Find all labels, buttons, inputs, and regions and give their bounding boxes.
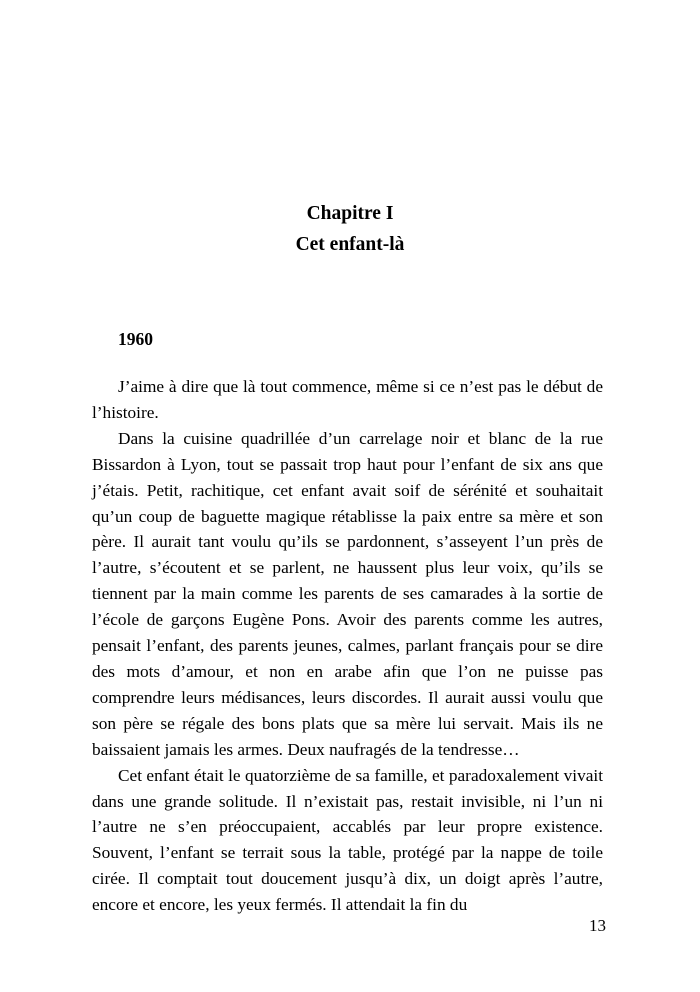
chapter-title: Cet enfant-là (295, 234, 405, 255)
paragraph: Cet enfant était le quatorzième de sa famille, et paradoxalement vivait dans une grande solitude. Il n’existait pas, restait invisible, ni l’un ni l’autre ne s’en préoccupaient, accablés par leur propre existence. Souvent, l’enfant se terrait sous la table, protégé par la nappe de toile cirée. Il comptait tout doucement jusqu’à dix, un doigt après l’autre, encore et encore, les yeux fermés. Il attendait la fin du (92, 765, 603, 915)
section-year-heading: 1960 (118, 329, 153, 349)
page-number: 13 (589, 916, 606, 935)
body-text (92, 374, 603, 918)
paragraph: J’aime à dire que là tout commence, même si ce n’est pas le début de l’histoire. (92, 377, 603, 422)
chapter-heading (0, 198, 700, 260)
chapter-number: Chapitre I (306, 203, 394, 224)
paragraph: Dans la cuisine quadrillée d’un carrelage noir et blanc de la rue Bissardon à Lyon, tout se passait trop haut pour l’enfant de six ans que j’étais. Petit, rachitique, cet enfant avait soif de sérénité et souhaitait qu’un coup de baguette magique rétablisse la paix entre sa mère et son père. Il aurait tant voulu qu’ils se pardonnent, s’asseyent l’un près de l’autre, s’écoutent et se parlent, ne haussent plus leur voix, qu’ils se tiennent par la main comme les parents de ses camarades à la sortie de l’école de garçons Eugène Pons. Avoir des parents comme les autres, pensait l’enfant, des parents jeunes, calmes, parlant français pour se dire des mots d’amour, et non en arabe afin que l’on ne puisse pas comprendre leurs médisances, leurs discordes. Il aurait aussi voulu que son père se régale des bons plats que sa mère lui servait. Mais ils ne baissaient jamais les armes. Deux naufragés de la tendresse… (92, 428, 603, 759)
